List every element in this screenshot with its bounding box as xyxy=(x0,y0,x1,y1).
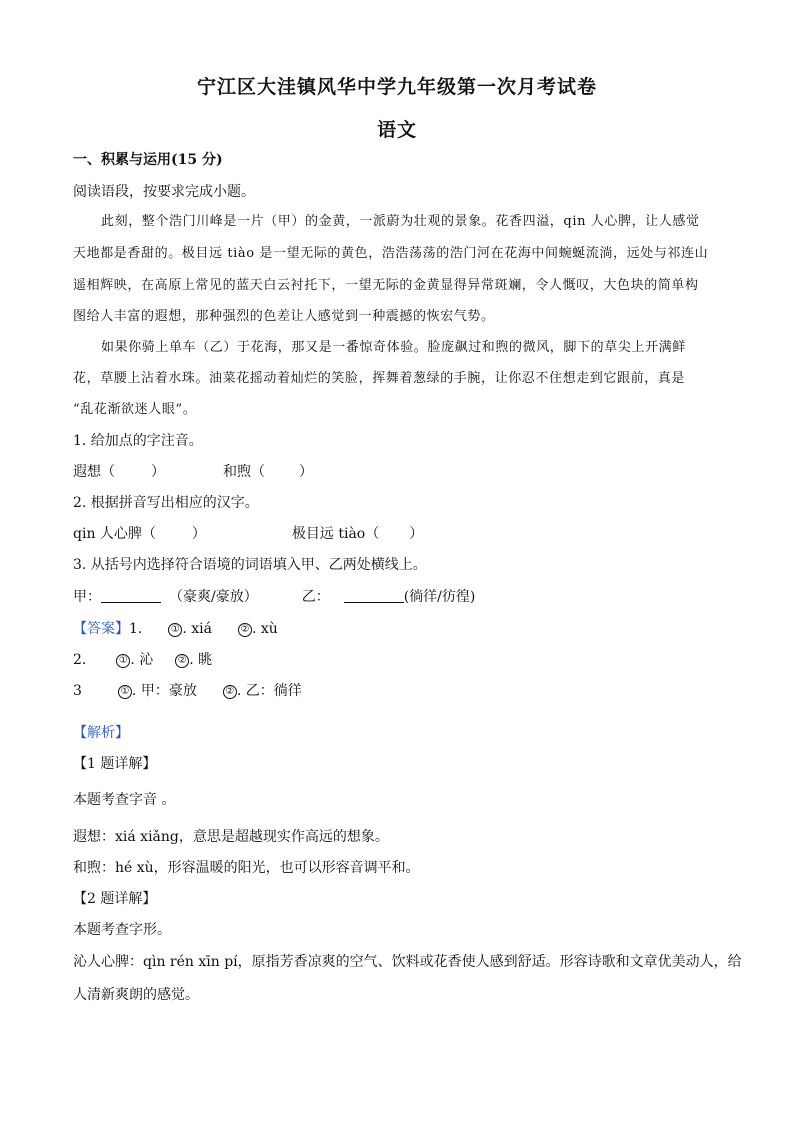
passage-line: 花，草腰上沾着水珠。油菜花摇动着灿烂的笑脸，挥舞着葱绿的手腕，让你忍不住想走到它跟前，真是 xyxy=(73,371,686,386)
analysis-text: 人清新爽朗的感觉。 xyxy=(73,987,199,1003)
passage-line: 天地都是香甜的。极目远 tiào 是一望无际的黄色，浩浩荡荡的浩门河在花海中间蜿蜒流淌，远处与祁连山 xyxy=(73,246,709,261)
question-3-items: 甲： （豪爽/豪放） 乙： (徜徉/彷徨) xyxy=(73,589,476,605)
passage-line: 图给人丰富的遐想，那种强烈的色差让人感觉到一种震撼的恢宏气势。 xyxy=(73,309,495,324)
analysis-text: 和煦：hé xù，形容温暖的阳光，也可以形容音调平和。 xyxy=(73,860,420,876)
question-2-items: qin 人心脾（ ） 极目远 tiào（ ） xyxy=(73,526,424,542)
detail-heading-2: 【2 题详解】 xyxy=(73,891,157,907)
q2-item-a: qin 人心脾（ xyxy=(73,526,156,542)
question-3: 3. 从括号内选择符合语境的词语填入甲、乙两处横线上。 xyxy=(73,557,427,573)
exam-title: 宁江区大洼镇风华中学九年级第一次月考试卷 xyxy=(196,76,597,98)
blank-yi xyxy=(344,588,404,603)
question-1-items: 遐想（ ） 和煦（ ） xyxy=(73,464,313,480)
analysis-text: 沁人心脾：qìn rén xīn pí，原指芳香凉爽的空气、饮料或花香使人感到舒适。形容诗歌和文章优美动人，给 xyxy=(73,954,742,970)
q1-item-a: 遐想（ xyxy=(73,464,115,480)
blank-jia xyxy=(101,588,161,603)
analysis-label: 【解析】 xyxy=(73,725,129,741)
subject-title: 语文 xyxy=(376,119,417,141)
detail-heading-1: 【1 题详解】 xyxy=(73,756,157,772)
section-heading: 一、积累与运用(15 分) xyxy=(73,152,223,168)
answer-label: 【答案】 xyxy=(73,621,129,637)
q2-item-b: 极目远 tiào（ xyxy=(291,526,380,542)
answer-row-3: 3 ① . 甲：豪放 ② . 乙：徜徉 xyxy=(73,683,302,699)
analysis-text: 本题考查字音 。 xyxy=(73,792,176,808)
passage-line: 如果你骑上单车（乙）于花海，那又是一番惊奇体验。脸庞飙过和煦的微风，脚下的草尖上开满鲜 xyxy=(101,340,686,355)
answer-row-2: 2. ① . 沁 ② . 眺 xyxy=(73,652,213,668)
passage-line: 此刻，整个浩门川峰是一片（甲）的金黄，一派蔚为壮观的景象。花香四溢，qin 人心脾，让人感觉 xyxy=(101,214,700,229)
passage-line: 遥相辉映，在高原上常见的蓝天白云衬托下，一望无际的金黄显得异常斑斓，令人慨叹，大色块的简单构 xyxy=(73,278,699,293)
passage-line: “乱花渐欲迷人眼”。 xyxy=(73,402,197,417)
analysis-text: 本题考查字形。 xyxy=(73,922,171,938)
question-1: 1. 给加点的字注音。 xyxy=(73,433,203,449)
answer-row-1: 【答案】1. ① . xiá ② . xù xyxy=(73,621,278,637)
analysis-text: 遐想：xiá xiǎng，意思是超越现实作高远的想象。 xyxy=(73,829,389,845)
q1-item-b: 和煦（ xyxy=(223,464,265,480)
question-2: 2. 根据拼音写出相应的汉字。 xyxy=(73,495,259,511)
instruction-text: 阅读语段，按要求完成小题。 xyxy=(73,184,255,200)
